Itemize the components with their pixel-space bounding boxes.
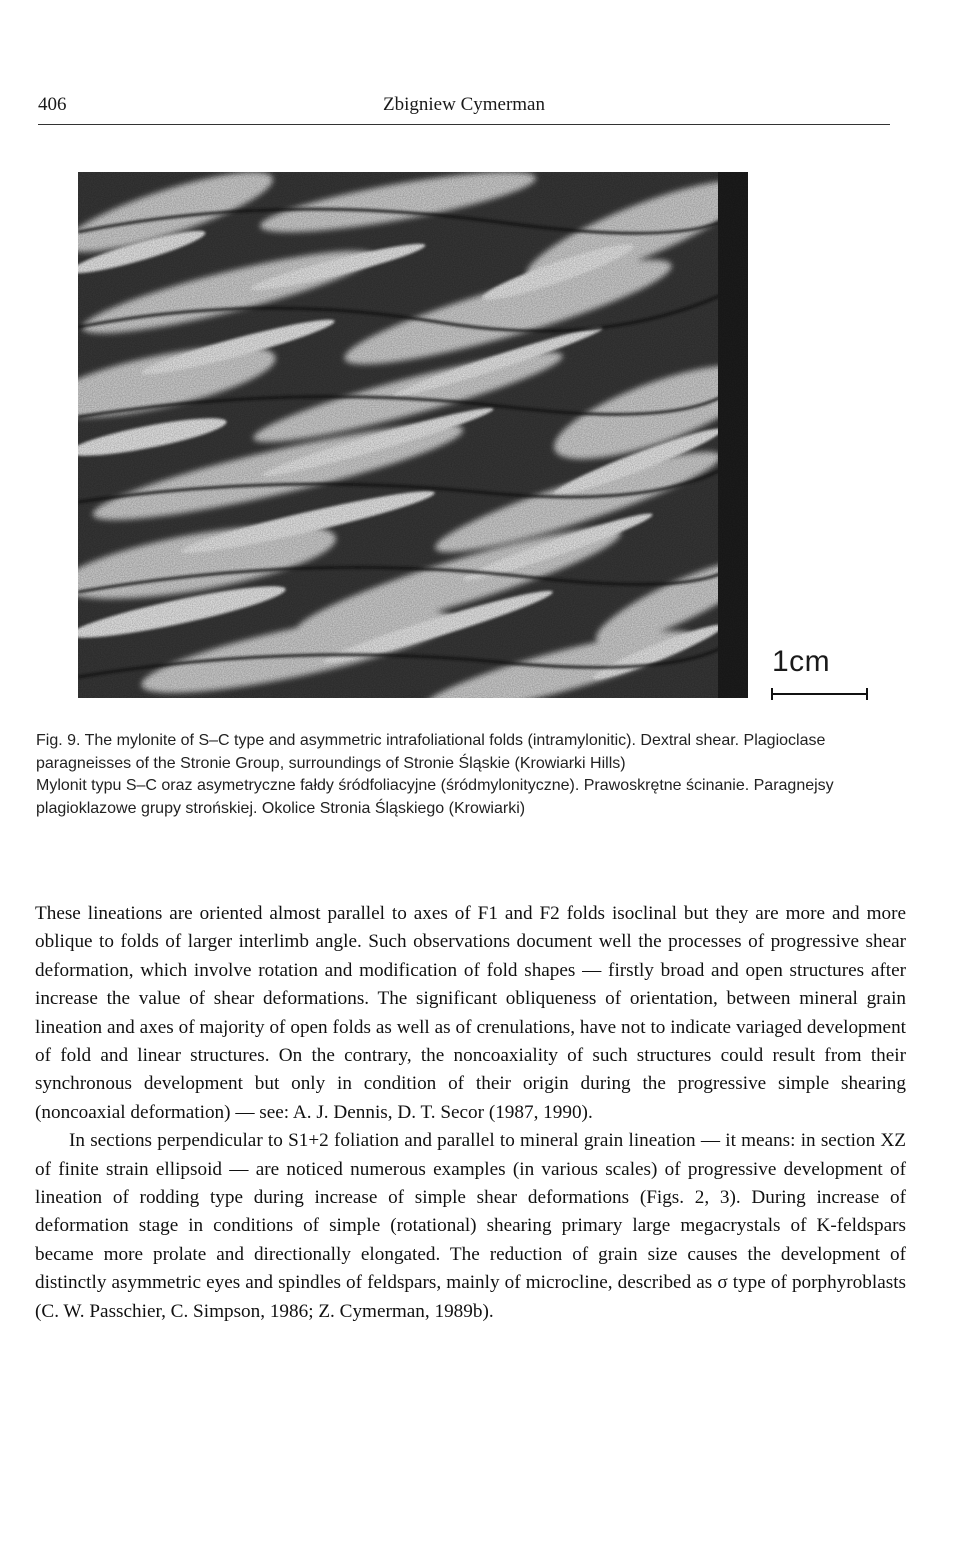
scale-bar — [772, 693, 867, 695]
running-head: Zbigniew Cymerman — [383, 94, 545, 115]
page-header — [38, 92, 890, 125]
paragraph-2: In sections perpendicular to S1+2 foliation and parallel to mineral grain lineation — it means: in section XZ of finite strain ellipsoid — are noticed numerous examples (in various scales) of progressive development of lineation of rodding type during increase of simple shear deformations (Figs. 2, 3). During increase of deformation stage in conditions of simple (rotational) shearing primary large megacrystals of K-feldspars became more prolate and directionally elongated. The reduction of grain size causes the development of distinctly asymmetric eyes and spindles of feldspars, mainly of microcline, described as σ type of porphyroblasts (C. W. Passchier, C. Simpson, 1986; Z. Cymerman, 1989b). — [35, 1130, 906, 1322]
mylonite-photograph — [78, 172, 748, 698]
scale-bar-group — [762, 645, 872, 705]
figure-caption — [36, 730, 916, 820]
caption-polish: Mylonit typu S–C oraz asymetryczne fałdy śródfoliacyjne (śródmylonityczne). Prawoskrętne ścinanie. Paragnejsy plagioklazowe grupy strońskiej. Okolice Stronia Śląskiego (Krowiarki) — [36, 777, 834, 817]
caption-english: Fig. 9. The mylonite of S–C type and asymmetric intrafoliational folds (intramylonitic). Dextral shear. Plagioclase paragneisses of the Stronie Group, surroundings of Stronie Śląskie (Krowiarki Hills) — [36, 732, 826, 772]
mylonite-texture — [78, 172, 748, 698]
paragraph-1: These lineations are oriented almost parallel to axes of F1 and F2 folds isoclinal but they are more and more oblique to folds of larger interlimb angle. Such observations document well the processes of progressive shear deformation, which involve rotation and modification of fold shapes — firstly broad and open structures after increase the value of shear deformations. The significant obliqueness of orientation, between mineral grain lineation and axes of majority of open folds as well as of crenulations, have not to indicate variaged development of fold and linear structures. On the contrary, the noncoaxiality of such structures could result from their synchronous development but only in condition of their origin during the progressive simple shearing (noncoaxial deformation) — see: A. J. Dennis, D. T. Secor (1987, 1990). — [35, 903, 906, 1123]
scale-label: 1cm — [772, 645, 831, 678]
body-text — [35, 900, 906, 1326]
page-number: 406 — [38, 94, 67, 115]
